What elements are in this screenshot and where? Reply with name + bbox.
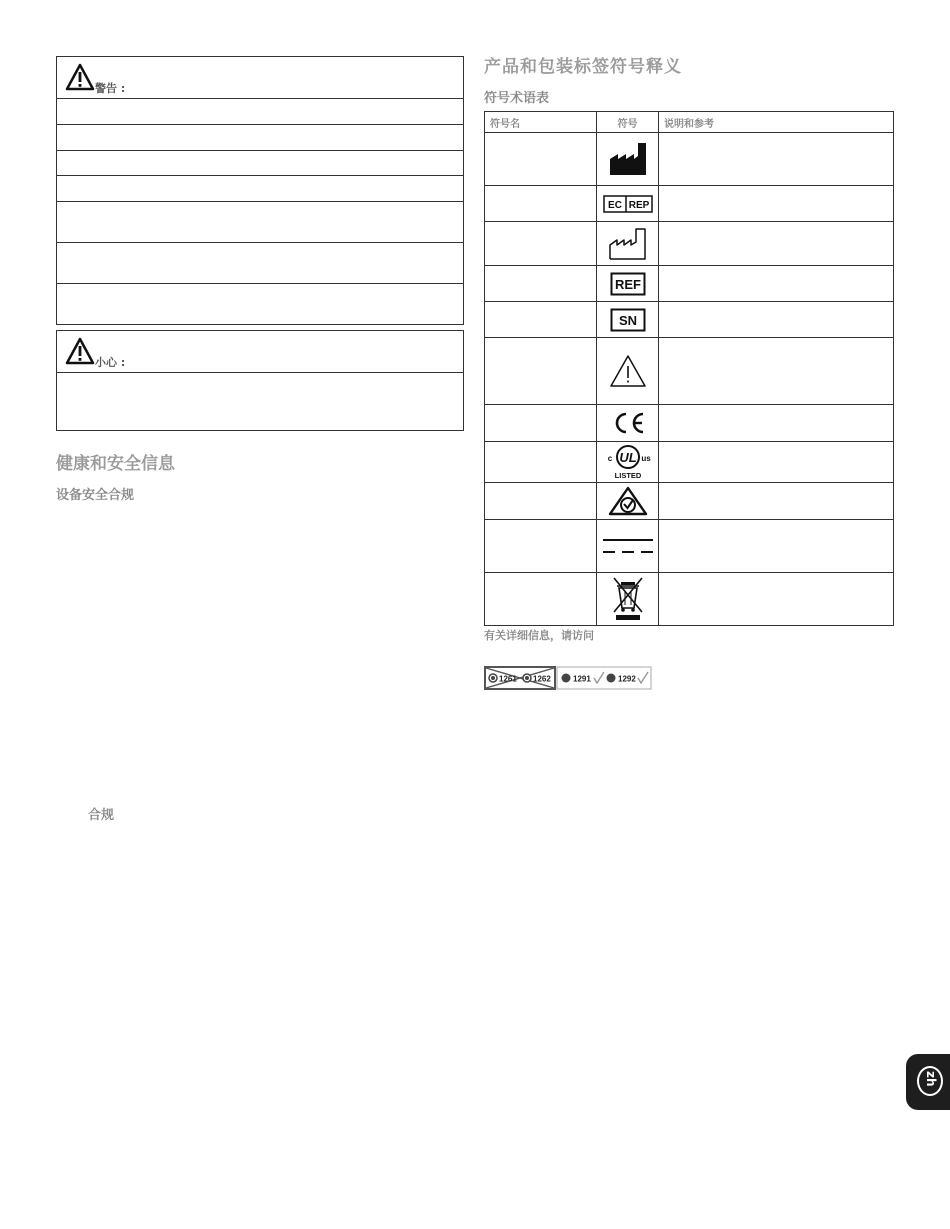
header-description: 说明和参考 xyxy=(659,112,894,133)
warning-row xyxy=(57,99,463,125)
date-of-manufacture-icon xyxy=(609,228,647,260)
table-row xyxy=(485,405,894,442)
manufacturer-icon xyxy=(609,142,647,176)
warning-row xyxy=(57,284,463,324)
footnote-text: 有关详细信息，请访问 xyxy=(484,629,594,642)
table-row xyxy=(485,186,894,222)
table-row xyxy=(485,442,894,483)
ul-listed-text: LISTED xyxy=(614,471,641,480)
warning-row xyxy=(57,202,463,243)
ec-text: EC xyxy=(607,199,622,211)
direct-current-icon xyxy=(601,536,655,556)
ref-text: REF xyxy=(614,276,641,292)
badge-1262: 1262 xyxy=(533,674,551,684)
warning-box xyxy=(56,56,464,325)
language-tab xyxy=(906,1054,950,1110)
ul-c-text: c xyxy=(607,454,612,463)
sn-icon xyxy=(610,308,646,332)
section-subheading: 设备安全合规 xyxy=(56,488,135,503)
rcm-mark-icon xyxy=(608,486,648,516)
table-row xyxy=(485,573,894,626)
compatibility-badges xyxy=(484,666,652,690)
caution-header xyxy=(57,331,463,373)
table-row xyxy=(485,483,894,520)
svg-text:UL: UL xyxy=(618,450,637,465)
table-row xyxy=(485,520,894,573)
header-symbol-name: 符号名 xyxy=(485,112,597,133)
table-row xyxy=(485,222,894,266)
table-row xyxy=(485,338,894,405)
symbols-heading: 产品和包装标签符号释义 xyxy=(484,57,682,77)
warning-label: 警告 : xyxy=(95,82,126,95)
compliance-heading: 合规 xyxy=(88,808,115,823)
caution-label: 小心 : xyxy=(95,356,126,369)
caution-box xyxy=(56,330,464,431)
ref-icon xyxy=(610,272,646,296)
symbols-subheading: 符号术语表 xyxy=(484,91,550,106)
header-symbol: 符号 xyxy=(597,112,659,133)
compatible-badge xyxy=(557,667,651,689)
badge-1292: 1292 xyxy=(618,674,636,684)
warning-row xyxy=(57,176,463,202)
symbol-glossary-table xyxy=(484,111,894,626)
warning-row xyxy=(57,125,463,151)
ul-us-text: us xyxy=(640,454,651,463)
badge-1291: 1291 xyxy=(573,674,591,684)
warning-triangle-icon xyxy=(65,63,95,91)
table-header-row xyxy=(485,112,894,133)
weee-bin-icon xyxy=(611,576,645,622)
ec-rep-icon xyxy=(603,195,653,213)
caution-triangle-icon xyxy=(65,337,95,365)
table-row xyxy=(485,302,894,338)
caution-triangle-icon xyxy=(609,354,647,388)
warning-row xyxy=(57,243,463,284)
sn-text: SN xyxy=(618,312,637,328)
rep-text: REP xyxy=(628,199,649,211)
warning-header xyxy=(57,57,463,99)
table-row xyxy=(485,266,894,302)
warning-row xyxy=(57,151,463,176)
ul-listed-icon xyxy=(603,444,653,480)
ce-mark-icon xyxy=(610,411,646,435)
section-heading: 健康和安全信息 xyxy=(56,454,175,474)
table-row xyxy=(485,133,894,186)
language-code: zh xyxy=(924,1071,938,1087)
badge-1261: 1261 xyxy=(499,674,517,684)
